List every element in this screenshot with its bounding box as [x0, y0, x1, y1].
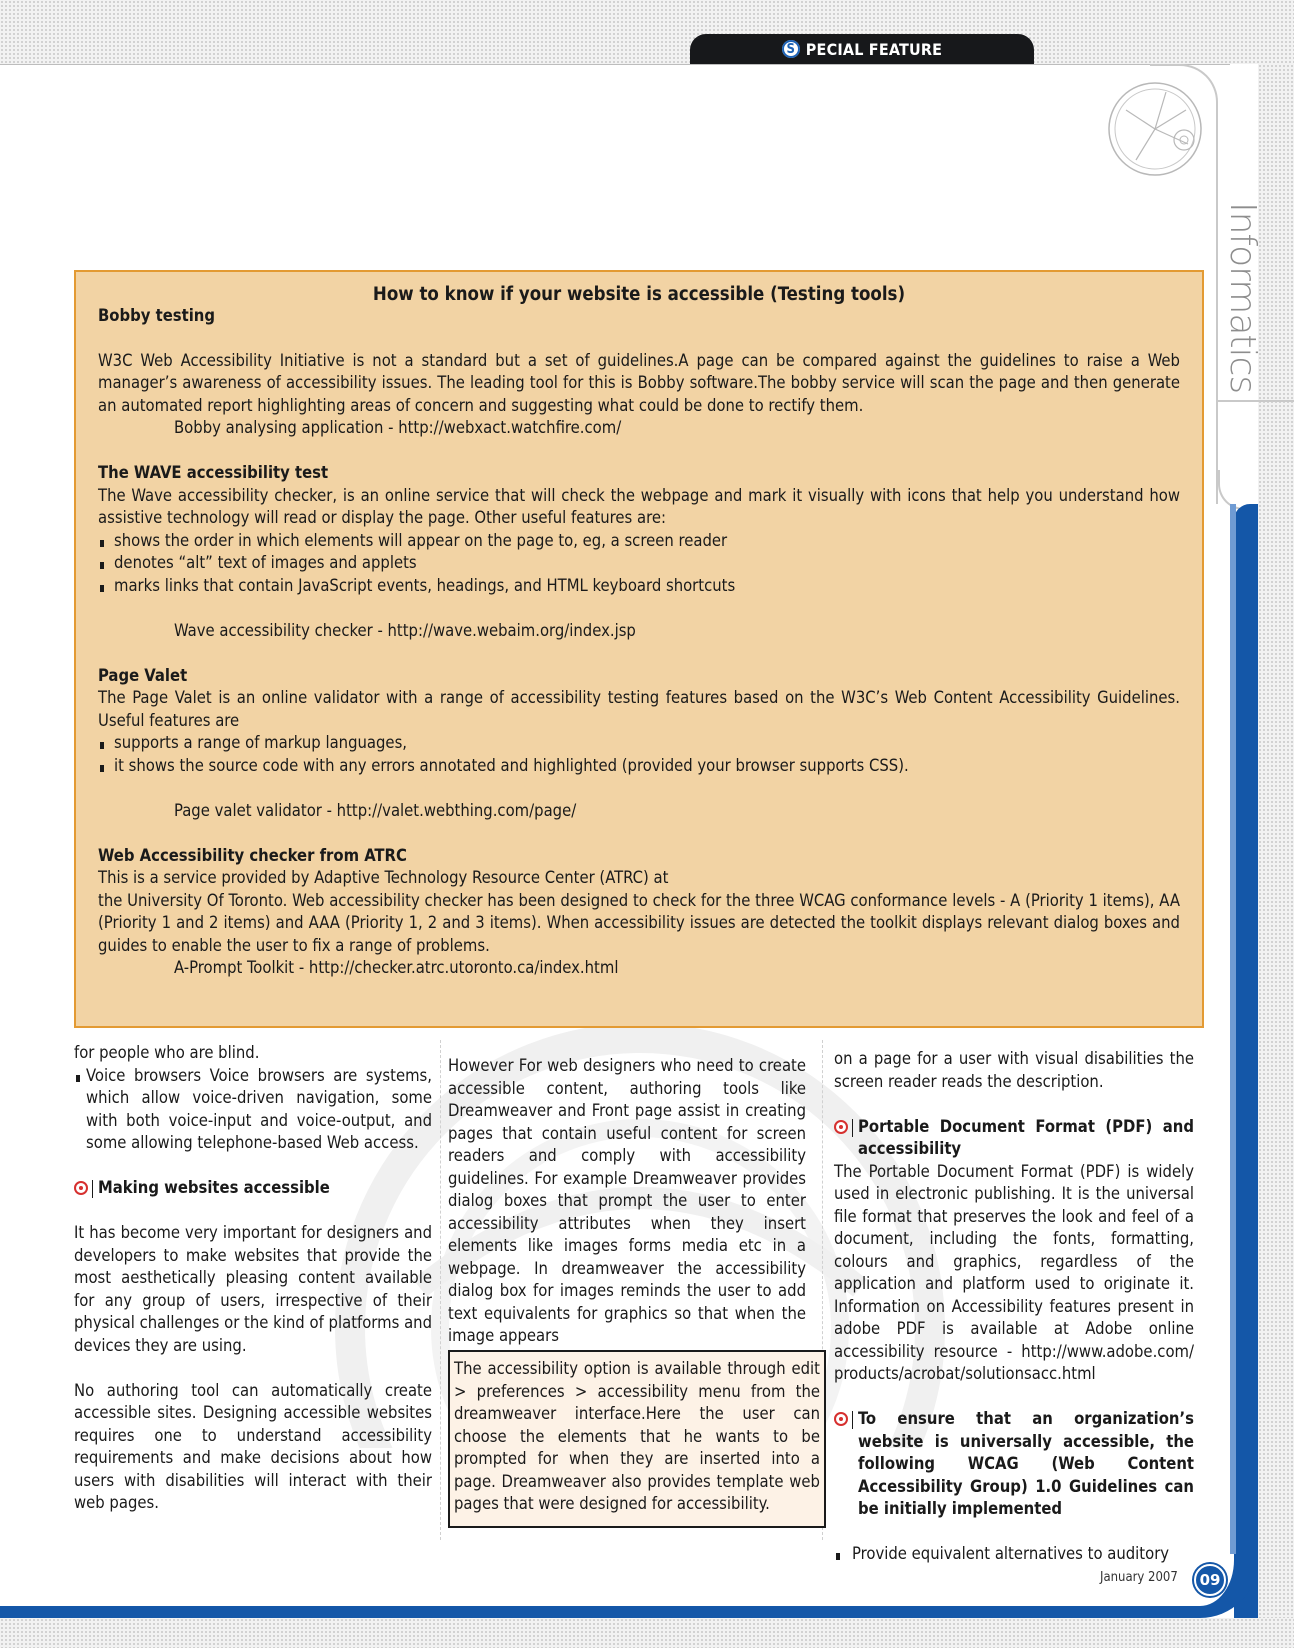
list-item: [74, 1065, 432, 1155]
dotted-texture-right: [1258, 64, 1294, 1618]
dotted-texture-top: [0, 0, 1294, 64]
wave-link[interactable]: Wave accessibility checker - http://wave.webaim.org/index.jsp: [174, 620, 636, 640]
column-divider: [440, 1040, 441, 1540]
frame-blue-bar: [1234, 504, 1258, 1618]
atrc-line1: This is a service provided by Adaptive Technology Resource Center (ATRC) at: [98, 868, 669, 887]
valet-text: The Page Valet is an online validator with a range of accessibility testing features based on the W3C’s Web Content Accessibility Guidelines. Useful features are: [98, 688, 1180, 730]
wave-bullet-2: denotes “alt” text of images and applets: [114, 553, 417, 572]
atrc-link[interactable]: A-Prompt Toolkit - http://checker.atrc.utoronto.ca/index.html: [174, 958, 619, 977]
section-side-title: Informatics: [1222, 202, 1263, 394]
section-logo-icon: S: [782, 40, 800, 58]
list-item: [98, 530, 1180, 553]
col3-intro: on a page for a user with visual disabilities the screen reader reads the description.: [834, 1049, 1194, 1091]
col3-heading1: Portable Document Format (PDF) and accessibility: [858, 1116, 1194, 1158]
list-item: [98, 732, 1180, 755]
list-item: [834, 1543, 1194, 1566]
target-bullet-icon: [74, 1181, 88, 1195]
wave-bullet-3: marks links that contain JavaScript events, headings, and HTML keyboard shortcuts: [114, 575, 736, 595]
target-bullet-icon: [834, 1412, 848, 1426]
frame-blue-inner-stripe: [1230, 504, 1236, 1554]
section-header-label: PECIAL FEATURE: [805, 39, 943, 59]
valet-bullet-1: supports a range of markup languages,: [114, 733, 408, 752]
col3-heading2: To ensure that an organization’s website is universally accessible, the following WCAG (Web Content Accessibility Group) 1.0 Guidelines can be initially implemented: [858, 1409, 1194, 1518]
col1-bullet: Voice browsers Voice browsers are systems, which allow voice-driven navigation, some with both voice-input and voice-output, and some allowing telephone-based Web access.: [86, 1065, 432, 1152]
page-number-badge: 09: [1194, 1564, 1226, 1596]
valet-heading: Page Valet: [98, 665, 188, 685]
col3-para1: The Portable Document Format (PDF) is widely used in electronic publishing. It is the universal file format that preserves the look and feel of a document, including the fonts, formatting, colours and graphics, regardless of the application and platform used to originate it. Information on Accessibility features present in adobe PDF is available at Adobe online accessibility resource - http://www.adobe.com/ products/acrobat/solutionsacc.html: [834, 1161, 1194, 1383]
dotted-texture-bottom: [0, 1618, 1294, 1648]
wave-bullet-1: shows the order in which elements will appear on the page to, eg, a screen reader: [114, 530, 728, 550]
footer-date: January 2007: [1100, 1570, 1178, 1585]
bobby-heading: Bobby testing: [98, 305, 215, 325]
column-2: [448, 1055, 806, 1348]
top-rule: [0, 64, 1230, 65]
section-header-tab: [690, 34, 1034, 64]
list-item: [98, 755, 1180, 778]
col2-para: However For web designers who need to create accessible content, authoring tools like Dreamweaver and Front page assist in creating pages that contain useful content for screen readers and comply with accessibility guidelines. For example Dreamweaver provides dialog boxes that prompt the user to enter accessibility attributes when they insert elements like images forms media etc in a webpage. In dreamweaver the accessibility dialog box for images reminds the user to add text equivalents for graphics so that when the image appears: [448, 1056, 806, 1345]
gear-circle-icon: [1106, 80, 1204, 178]
section-heading: [74, 1177, 432, 1200]
col1-para1: It has become very important for designers and developers to make websites that provide the most aesthetically pleasing content available for any group of users, irrespective of their physical challenges or the kind of platforms and devices they are using.: [74, 1223, 432, 1355]
section-heading: [834, 1408, 1194, 1521]
testing-tools-box: [74, 270, 1204, 1028]
tools-box-title: How to know if your website is accessible (Testing tools): [372, 284, 906, 305]
section-heading: [834, 1116, 1194, 1161]
wave-heading: The WAVE accessibility test: [98, 463, 329, 482]
col3-bullet: Provide equivalent alternatives to auditory: [852, 1544, 1170, 1563]
atrc-text: the University Of Toronto. Web accessibility checker has been designed to check for the three WCAG conformance levels - A (Priority 1 items), AA (Priority 1 and 2 items) and AAA (Priority 1, 2 and 3 items). When accessibility issues are detected the toolkit displays relevant dialog boxes and guides to enable the user to fix a range of problems.: [98, 890, 1180, 955]
dreamweaver-note-box: [448, 1350, 826, 1528]
bobby-link[interactable]: Bobby analysing application - http://webxact.watchfire.com/: [174, 418, 622, 437]
note-text: The accessibility option is available through edit > preferences > accessibility menu from the dreamweaver interface.Here the user can choose the elements that he wants to be prompted for when they are inserted into a page. Dreamweaver also provides template web pages that were designed for accessibility.: [454, 1359, 820, 1513]
frame-blue-bottom-curve: [0, 1560, 1258, 1618]
target-bullet-icon: [834, 1120, 848, 1134]
valet-bullet-2: it shows the source code with any errors annotated and highlighted (provided your browser supports CSS).: [114, 755, 909, 775]
col1-heading: Making websites accessible: [98, 1178, 330, 1197]
bobby-text: W3C Web Accessibility Initiative is not a standard but a set of guidelines.A page can be compared against the guidelines to raise a Web manager’s awareness of accessibility issues. The leading tool for this is Bobby software.The bobby service will scan the page and then generate an automated report highlighting areas of concern and suggesting what could be done to rectify them.: [98, 350, 1180, 415]
list-item: [98, 552, 1180, 575]
list-item: [98, 575, 1180, 598]
column-3: [834, 1048, 1194, 1566]
valet-link[interactable]: Page valet validator - http://valet.webthing.com/page/: [174, 800, 577, 820]
col1-para2: No authoring tool can automatically create accessible sites. Designing accessible websites requires one to understand accessibility requirements and make decisions about how users with disabilities will interact with their web pages.: [74, 1380, 432, 1512]
col1-intro: for people who are blind.: [74, 1043, 260, 1062]
wave-text: The Wave accessibility checker, is an online service that will check the webpage and mark it visually with icons that help you understand how assistive technology will read or display the page. Other useful features are:: [98, 485, 1180, 527]
atrc-heading: Web Accessibility checker from ATRC: [98, 845, 407, 865]
column-1: [74, 1042, 432, 1515]
side-rule: [1218, 400, 1294, 402]
